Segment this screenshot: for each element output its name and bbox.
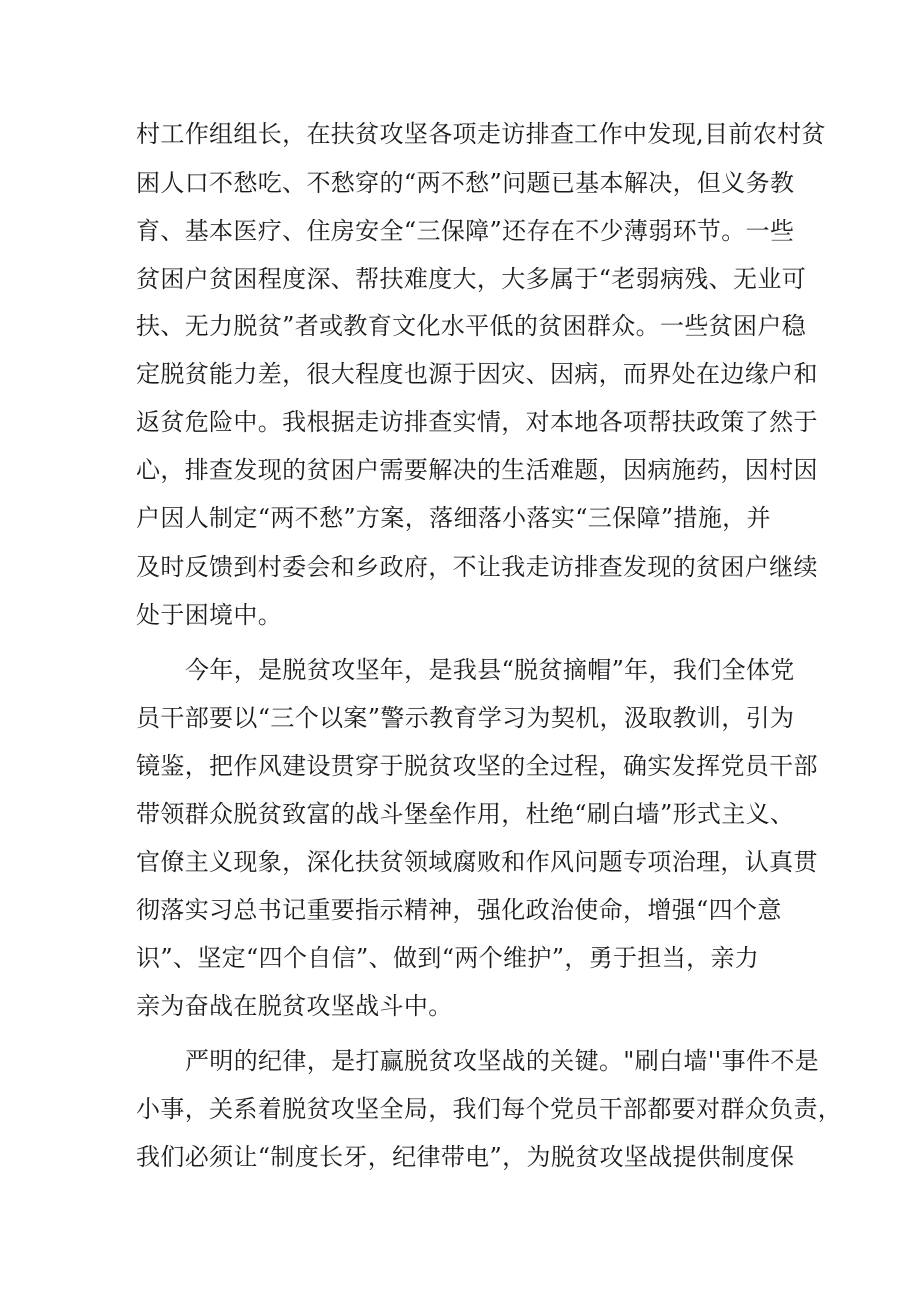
text-line: 彻落实习总书记重要指示精神，强化政治使命，增强“四个意 [136,896,782,924]
text-line: 扶、无力脱贫”者或教育文化水平低的贫困群众。一些贫困户稳 [136,312,807,340]
text-line: 我们必须让“制度长牙，纪律带电”，为脱贫攻坚战提供制度保 [136,1143,795,1171]
text-line: 村工作组组长，在扶贫攻坚各项走访排查工作中发现,目前农村贫 [136,120,826,148]
text-line: 困人口不愁吃、不愁穿的“两不愁”问题已基本解决，但义务教 [136,169,795,197]
text-line: 及时反馈到村委会和乡政府，不让我走访排查发现的贫困户继续 [136,553,818,581]
text-line: 户因人制定“两不愁”方案，落细落小落实“三保障”措施，并 [136,504,771,532]
text-line: 返贫危险中。我根据走访排查实情，对本地各项帮扶政策了然于 [136,408,818,436]
text-line: 处于困境中。 [136,601,283,629]
text-line: 定脱贫能力差，很大程度也源于因灾、因病，而界处在边缘户和 [136,360,818,388]
text-line: 官僚主义现象，深化扶贫领域腐败和作风问题专项治理，认真贯 [136,848,818,876]
text-line: 贫困户贫困程度深、帮扶难度大，大多属于“老弱病残、无业可 [136,265,807,293]
text-line: 严明的纪律，是打赢脱贫攻坚战的关键。"刷白墙''事件不是 [185,1047,820,1075]
text-line: 带领群众脱贫致富的战斗堡垒作用，杜绝“刷白墙”形式主义、 [136,800,795,828]
text-line: 员干部要以“三个以案”警示教育学习为契机，汲取教训，引为 [136,704,795,732]
text-line: 亲为奋战在脱贫攻坚战斗中。 [136,992,453,1020]
text-line: 今年，是脱贫攻坚年，是我县“脱贫摘帽”年，我们全体党 [185,656,795,684]
text-line: 育、基本医疗、住房安全“三保障”还存在不少薄弱环节。一些 [136,217,795,245]
text-line: 镜鉴，把作风建设贯穿于脱贫攻坚的全过程，确实发挥党员干部 [136,752,818,780]
text-line: 心，排查发现的贫困户需要解决的生活难题，因病施药，因村因 [136,456,818,484]
text-line: 小事，关系着脱贫攻坚全局，我们每个党员干部都要对群众负责， [136,1095,843,1123]
text-line: 识”、坚定“四个自信”、做到“两个维护”，勇于担当，亲力 [136,944,760,972]
